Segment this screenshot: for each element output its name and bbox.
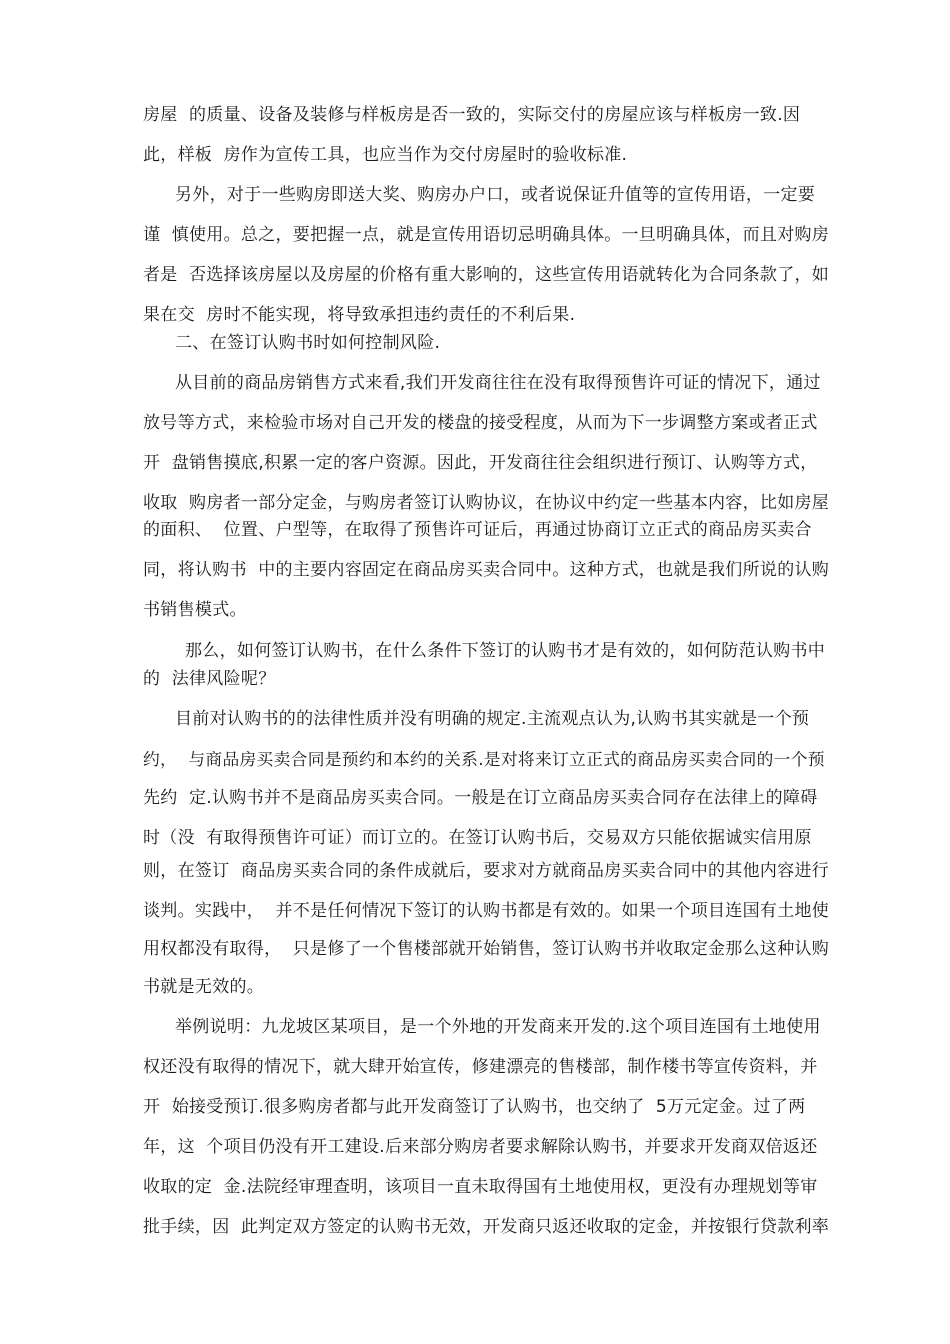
- text-line: 房屋 的质量、设备及装修与样板房是否一致的，实际交付的房屋应该与样板房一致.因: [143, 105, 801, 125]
- text-line: 用权都没有取得， 只是修了一个售楼部就开始销售，签订认购书并收取定金那么这种认购: [143, 939, 830, 959]
- text-line: 开 盘销售摸底,积累一定的客户资源。因此，开发商往往会组织进行预订、认购等方式，: [143, 453, 818, 473]
- text-line: 此，样板 房作为宣传工具，也应当作为交付房屋时的验收标准.: [143, 145, 628, 165]
- text-line: 书就是无效的。: [143, 977, 265, 997]
- section-heading: 二、在签订认购书时如何控制风险.: [175, 333, 441, 353]
- text-line: 则，在签订 商品房买卖合同的条件成就后，要求对方就商品房买卖合同中的其他内容进行: [143, 861, 830, 881]
- text-line: 那么，如何签订认购书，在什么条件下签订的认购书才是有效的，如何防范认购书中: [185, 641, 826, 661]
- text-line: 权还没有取得的情况下，就大肆开始宣传，修建漂亮的售楼部，制作楼书等宣传资料，并: [143, 1057, 818, 1077]
- text-line: 从目前的商品房销售方式来看,我们开发商往往在没有取得预售许可证的情况下，通过: [175, 373, 821, 393]
- text-line: 收取的定 金.法院经审理查明，该项目一直未取得国有土地使用权，更没有办理规划等审: [143, 1177, 818, 1197]
- text-line: 放号等方式，来检验市场对自己开发的楼盘的接受程度，从而为下一步调整方案或者正式: [143, 413, 818, 433]
- text-line: 的 法律风险呢？: [143, 669, 276, 689]
- text-line: 的面积、 位置、户型等，在取得了预售许可证后，再通过协商订立正式的商品房买卖合: [143, 520, 812, 540]
- text-line: 年，这 个项目仍没有开工建设.后来部分购房者要求解除认购书，并要求开发商双倍返还: [143, 1137, 818, 1157]
- text-line: 谨 慎使用。总之，要把握一点，就是宣传用语切忌明确具体。一旦明确具体，而且对购房: [143, 225, 830, 245]
- text-line: 批手续，因 此判定双方签定的认购书无效，开发商只返还收取的定金，并按银行贷款利率: [143, 1217, 830, 1237]
- text-line: 开 始接受预订.很多购房者都与此开发商签订了认购书，也交纳了 5万元定金。过了两: [143, 1097, 806, 1117]
- text-line: 谈判。实践中， 并不是任何情况下签订的认购书都是有效的。如果一个项目连国有土地使: [143, 901, 830, 921]
- text-line: 书销售模式。: [143, 600, 247, 620]
- text-line: 同，将认购书 中的主要内容固定在商品房买卖合同中。这种方式，也就是我们所说的认购: [143, 560, 830, 580]
- text-line: 举例说明：九龙坡区某项目，是一个外地的开发商来开发的.这个项目连国有土地使用: [175, 1017, 821, 1037]
- text-line: 果在交 房时不能实现，将导致承担违约责任的不利后果.: [143, 305, 576, 325]
- text-line: 约， 与商品房买卖合同是预约和本约的关系.是对将来订立正式的商品房买卖合同的一个预: [143, 749, 825, 769]
- text-line: 目前对认购书的的法律性质并没有明确的规定.主流观点认为,认购书其实就是一个预: [175, 709, 810, 729]
- text-line: 另外，对于一些购房即送大奖、购房办户口，或者说保证升值等的宣传用语，一定要: [175, 185, 816, 205]
- text-line: 收取 购房者一部分定金，与购房者签订认购协议，在协议中约定一些基本内容，比如房屋: [143, 493, 830, 513]
- text-line: 者是 否选择该房屋以及房屋的价格有重大影响的，这些宣传用语就转化为合同条款了，如: [143, 265, 830, 285]
- text-line: 先约 定.认购书并不是商品房买卖合同。一般是在订立商品房买卖合同存在法律上的障碍: [143, 788, 818, 808]
- text-line: 时（没 有取得预售许可证）而订立的。在签订认购书后，交易双方只能依据诚实信用原: [143, 828, 812, 848]
